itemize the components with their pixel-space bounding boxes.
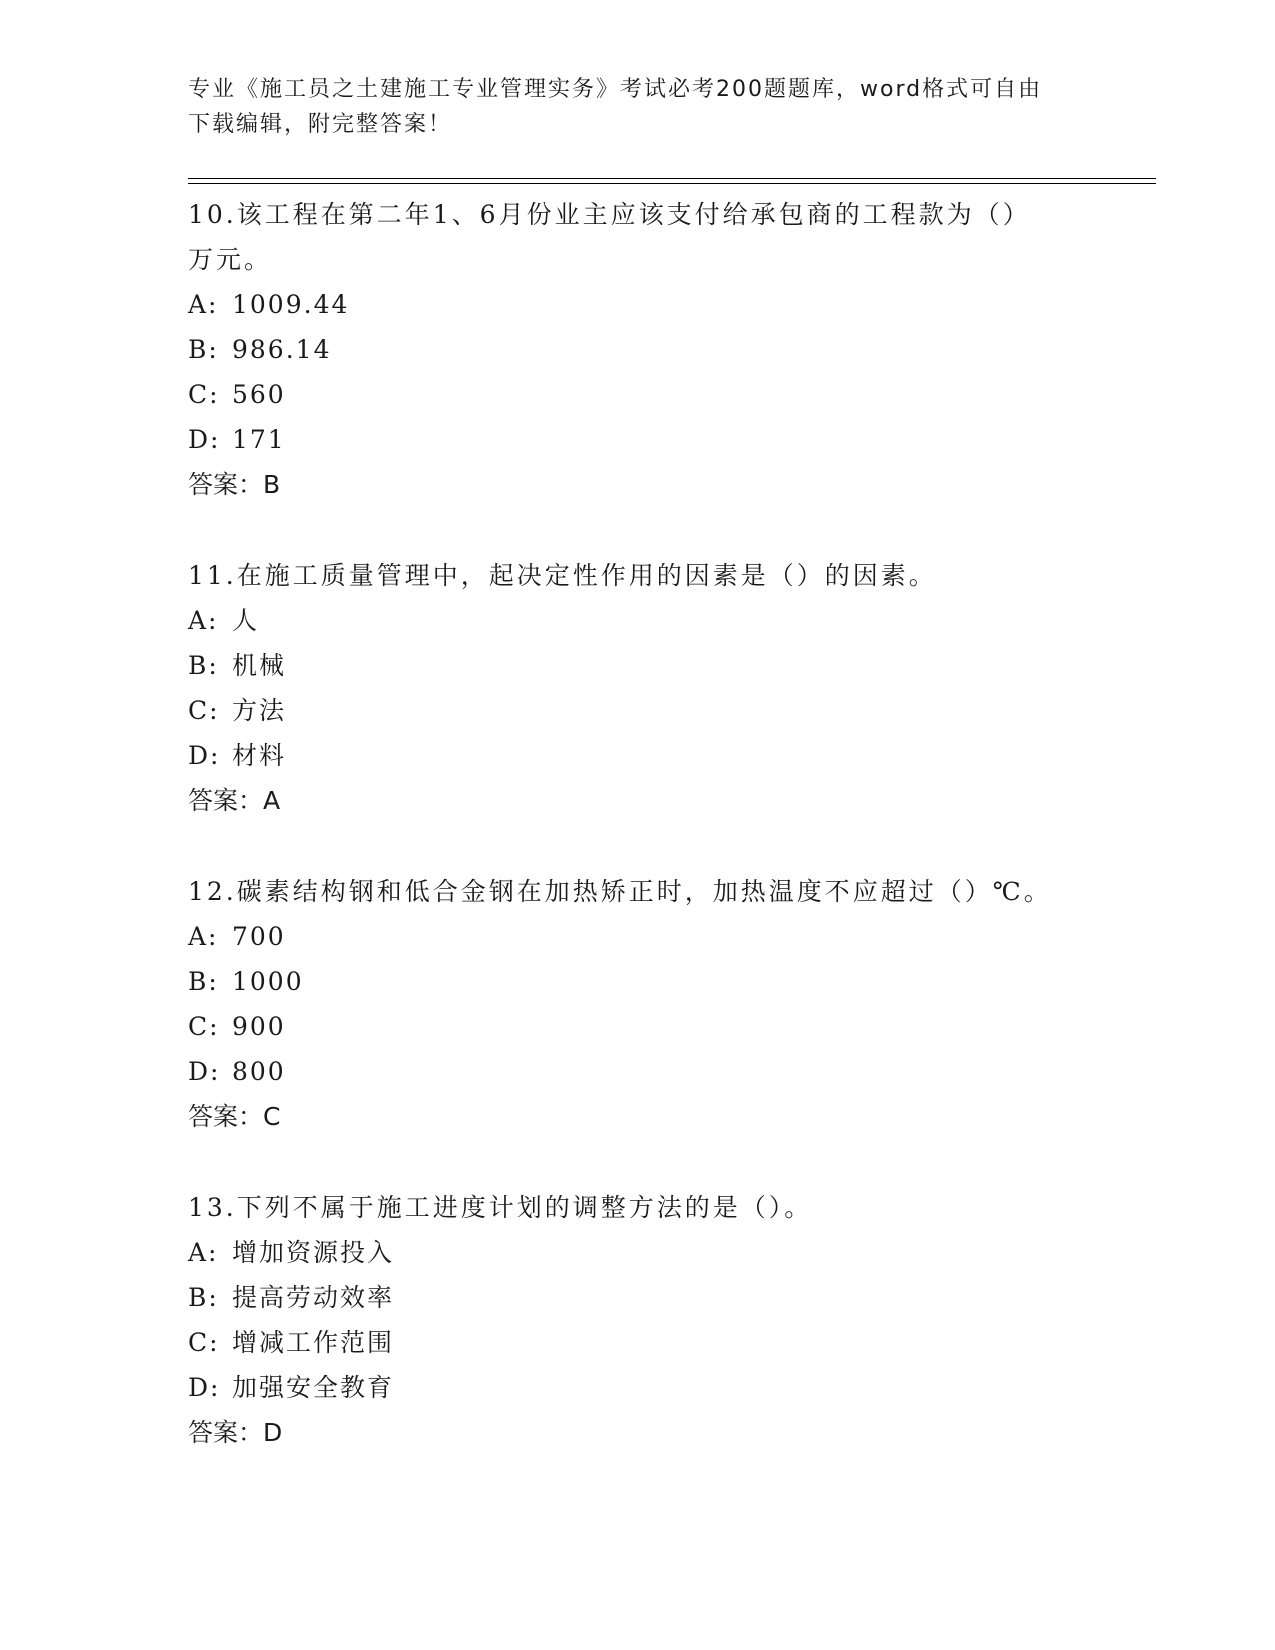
option-text: 1009.44 bbox=[232, 290, 350, 319]
option-c bbox=[188, 688, 1088, 733]
option-d bbox=[188, 1049, 1088, 1094]
option-label: B: bbox=[188, 651, 219, 680]
question-11 bbox=[188, 553, 1088, 823]
header-divider-bottom bbox=[188, 183, 1156, 184]
option-text: 增减工作范围 bbox=[232, 1328, 395, 1357]
option-text: 1000 bbox=[232, 967, 304, 996]
option-label: C: bbox=[188, 380, 220, 409]
option-d bbox=[188, 1365, 1088, 1410]
option-a bbox=[188, 914, 1088, 959]
option-text: 171 bbox=[232, 425, 286, 454]
question-12 bbox=[188, 869, 1088, 1139]
option-label: B: bbox=[188, 967, 219, 996]
option-a bbox=[188, 598, 1088, 643]
header-divider-top bbox=[188, 178, 1156, 179]
option-label: A: bbox=[188, 1238, 219, 1267]
option-label: D: bbox=[188, 1057, 221, 1086]
question-list bbox=[188, 192, 1088, 1501]
option-label: C: bbox=[188, 1012, 220, 1041]
option-text: 提高劳动效率 bbox=[232, 1283, 395, 1312]
answer-line: 答案：D bbox=[188, 1418, 283, 1447]
option-label: A: bbox=[188, 290, 219, 319]
question-text: 11.在施工质量管理中，起决定性作用的因素是（）的因素。 bbox=[188, 561, 937, 590]
option-b bbox=[188, 643, 1088, 688]
option-c bbox=[188, 1004, 1088, 1049]
option-label: D: bbox=[188, 741, 221, 770]
answer-line: 答案：C bbox=[188, 1102, 281, 1131]
option-label: A: bbox=[188, 606, 219, 635]
option-b bbox=[188, 327, 1088, 372]
option-text: 机械 bbox=[232, 651, 287, 680]
option-b bbox=[188, 959, 1088, 1004]
option-text: 方法 bbox=[232, 696, 287, 725]
option-c bbox=[188, 372, 1088, 417]
header-line-2: 下载编辑，附完整答案！ bbox=[188, 112, 453, 137]
option-d bbox=[188, 733, 1088, 778]
option-text: 560 bbox=[232, 380, 286, 409]
option-label: B: bbox=[188, 335, 219, 364]
option-text: 700 bbox=[232, 922, 286, 951]
option-label: D: bbox=[188, 1373, 221, 1402]
question-text: 10.该工程在第二年1、6月份业主应该支付给承包商的工程款为（） bbox=[188, 200, 1031, 229]
option-text: 加强安全教育 bbox=[232, 1373, 395, 1402]
header-line-1: 专业《施工员之土建施工专业管理实务》考试必考200题题库，word格式可自由 bbox=[188, 77, 1043, 102]
option-label: D: bbox=[188, 425, 221, 454]
question-text: 13.下列不属于施工进度计划的调整方法的是（）。 bbox=[188, 1193, 813, 1222]
option-text: 800 bbox=[232, 1057, 286, 1086]
option-b bbox=[188, 1275, 1088, 1320]
option-label: A: bbox=[188, 922, 219, 951]
option-label: B: bbox=[188, 1283, 219, 1312]
option-c bbox=[188, 1320, 1088, 1365]
option-a bbox=[188, 1230, 1088, 1275]
option-text: 人 bbox=[232, 606, 260, 635]
option-text: 986.14 bbox=[232, 335, 332, 364]
question-10 bbox=[188, 192, 1088, 507]
question-13 bbox=[188, 1185, 1088, 1455]
answer-line: 答案：A bbox=[188, 786, 281, 815]
document-header bbox=[188, 72, 1088, 142]
option-text: 增加资源投入 bbox=[232, 1238, 395, 1267]
question-text: 12.碳素结构钢和低合金钢在加热矫正时，加热温度不应超过（）℃。 bbox=[188, 877, 1052, 906]
option-label: C: bbox=[188, 1328, 220, 1357]
question-text-continued: 万元。 bbox=[188, 245, 273, 274]
answer-line: 答案：B bbox=[188, 470, 281, 499]
option-text: 900 bbox=[232, 1012, 286, 1041]
option-text: 材料 bbox=[232, 741, 287, 770]
option-d bbox=[188, 417, 1088, 462]
option-label: C: bbox=[188, 696, 220, 725]
option-a bbox=[188, 282, 1088, 327]
